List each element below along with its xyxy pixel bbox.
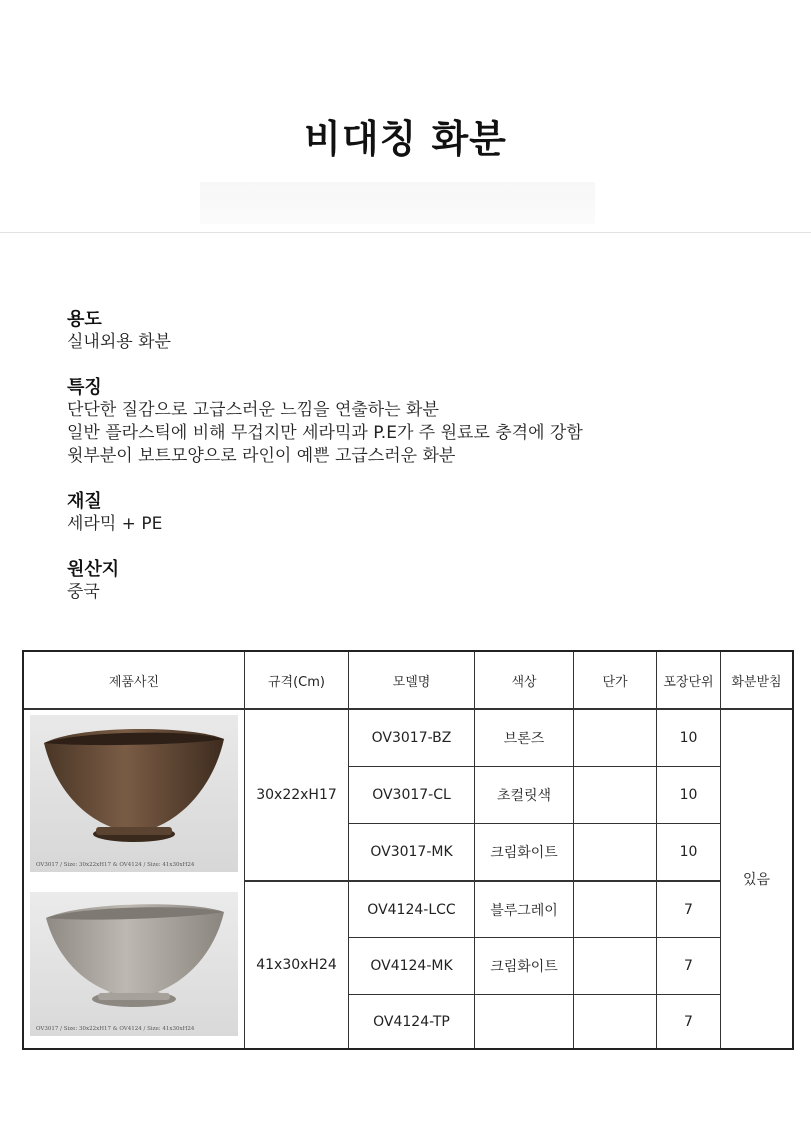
unit-cell: 7 (684, 901, 693, 918)
model-cell: OV4124-LCC (367, 901, 456, 918)
section-line: 일반 플라스틱에 비해 무겁지만 세라믹과 P.E가 주 원료로 충격에 강함 (67, 423, 583, 443)
section-title: 특징 (67, 377, 102, 398)
title-reflection (200, 182, 595, 224)
section-title: 재질 (67, 491, 102, 512)
section-features (67, 377, 583, 468)
model-cell: OV4124-MK (370, 958, 453, 974)
unit-cell: 10 (679, 730, 698, 746)
header-pack-unit: 포장단위 (663, 674, 714, 690)
unit-cell: 10 (679, 787, 698, 803)
header-saucer: 화분받침 (731, 674, 782, 690)
color-cell: 크림화이트 (490, 845, 558, 861)
section-title: 용도 (67, 309, 102, 330)
color-cell: 초컬릿색 (496, 788, 552, 804)
size-cell: 41x30xH24 (256, 957, 337, 973)
header-photo: 제품사진 (108, 674, 160, 690)
section-line: 단단한 질감으로 고급스러운 느낌을 연출하는 화분 (67, 400, 439, 420)
section-usage (67, 309, 171, 354)
bronze-pot-image (30, 715, 238, 872)
section-line: 윗부분이 보트모양으로 라인이 예쁜 고급스러운 화분 (67, 446, 456, 466)
header-price: 단가 (602, 674, 628, 690)
unit-cell: 7 (684, 1013, 693, 1030)
model-cell: OV3017-MK (370, 844, 453, 860)
photo-caption: OV3017 / Size: 30x22xH17 & OV4124 / Size: 41x30xH24 (36, 862, 195, 868)
price-cell (574, 882, 656, 937)
product-photo-ov3017 (30, 715, 238, 872)
price-cell (574, 995, 656, 1048)
model-cell: OV3017-CL (372, 787, 451, 803)
section-line: 중국 (67, 582, 100, 602)
section-line: 세라믹 + PE (67, 514, 163, 534)
header-size: 규격(Cm) (267, 674, 325, 690)
unit-cell: 7 (684, 958, 693, 974)
page-title: 비대칭 화분 (304, 117, 507, 161)
size-cell: 30x22xH17 (256, 787, 337, 803)
color-cell: 블루그레이 (490, 902, 558, 919)
header-divider (0, 232, 811, 233)
product-photo-ov4124 (30, 892, 238, 1036)
photo-caption: OV3017 / Size: 30x22xH17 & OV4124 / Size: 41x30xH24 (36, 1026, 195, 1032)
color-cell: 브론즈 (503, 731, 545, 747)
unit-cell: 10 (679, 844, 698, 860)
section-origin (67, 559, 119, 604)
price-cell (574, 938, 656, 994)
model-cell: OV3017-BZ (371, 730, 452, 746)
section-material (67, 491, 162, 536)
product-table (22, 650, 794, 1050)
header-model: 모델명 (392, 674, 431, 690)
price-cell (574, 710, 656, 766)
price-cell (574, 824, 656, 880)
price-cell (574, 767, 656, 823)
color-cell (475, 995, 573, 1048)
saucer-cell: 있음 (742, 872, 771, 888)
color-cell: 크림화이트 (490, 959, 558, 975)
section-line: 실내외용 화분 (67, 332, 171, 352)
grey-pot-image (30, 892, 238, 1036)
section-title: 원산지 (67, 559, 120, 580)
model-cell: OV4124-TP (373, 1013, 450, 1030)
header-color: 색상 (511, 674, 537, 690)
